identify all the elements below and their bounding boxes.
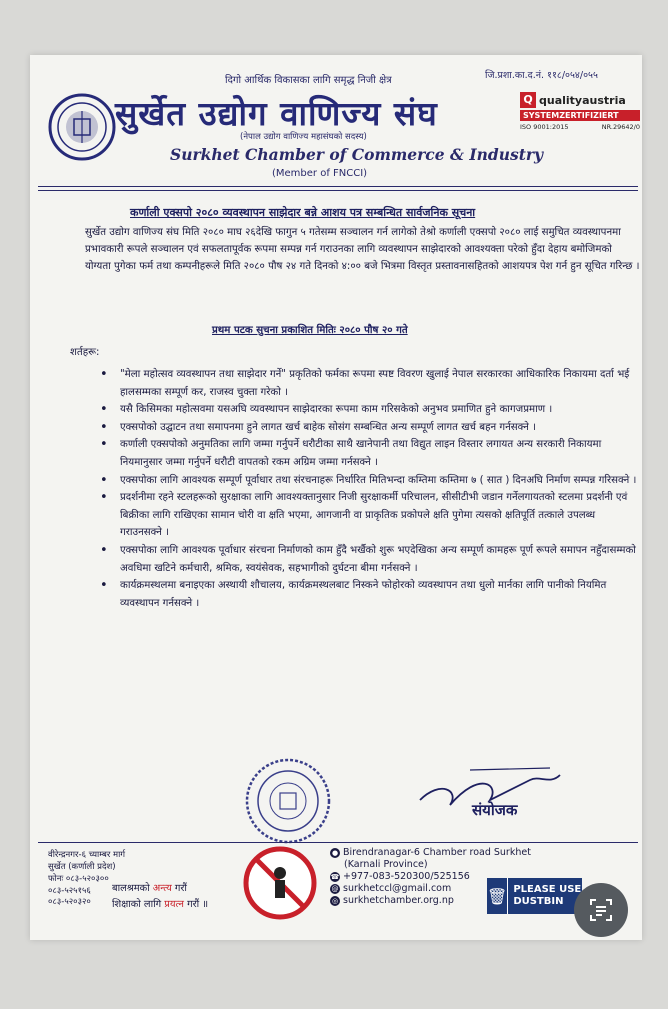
child-labour-slogan xyxy=(112,881,208,913)
slogan-highlight: अन्त्य xyxy=(152,883,172,894)
slogan-highlight: प्रयत्न xyxy=(164,899,184,910)
contact-address: Birendranagar-6 Chamber road Surkhet xyxy=(343,847,531,858)
phone-line: ०८३-५२५१५६ xyxy=(48,885,91,896)
say-no-child-labour-icon xyxy=(240,843,320,923)
conditions-label: शर्तहरू: xyxy=(70,347,100,358)
condition-item: • एक्सपोका लागि आवश्यक सम्पूर्ण पूर्वाधार तथा संरचनाहरू निर्धारित मितिभन्दा कम्तिमा कम्तिमा ७ ( सात ) दिनअघि निर्माण सम्पन्न गरिसक्ने । xyxy=(100,472,640,490)
web-icon: ◎ xyxy=(331,896,339,905)
quality-austria-badge xyxy=(520,92,640,131)
slogan-text: गरौं xyxy=(171,883,187,894)
membership-note: (Member of FNCCI) xyxy=(272,168,368,179)
footer-divider xyxy=(38,842,638,843)
contact-province: (Karnali Province) xyxy=(344,859,428,870)
phone-line: फोनः ०८३-५२०३०० xyxy=(48,874,109,884)
phone-line: ०८३-५२०३२० xyxy=(48,897,91,907)
contact-web: surkhetchamber.org.np xyxy=(343,895,454,906)
organization-title-en: Surkhet Chamber of Commerce & Industry xyxy=(170,145,544,164)
footer-address-np xyxy=(48,850,125,873)
signatory-role: संयोजक xyxy=(472,801,518,819)
quality-label: SYSTEMZERTIFIZIERT xyxy=(520,110,640,121)
dustbin-text: PLEASE USE DUSTBIN xyxy=(513,884,582,907)
condition-item: • प्रदर्शनीमा रहने स्टलहरूको सुरक्षाका लागि आवश्यक्तानुसार निजी सुरक्षाकर्मी परिचालन, सीसीटीभी जडान गर्नेलगायतको स्टलमा प्रदर्शनी एवं बिक्रीका लागि राखिएका सामान चोरी वा क्षति भएमा, आगजानी वा प्राकृतिक प्रकोपले क्षति पुगेमा त्यसको क्षतिपूर्ति तत्काले उपलब्ध गराउनसक्ने । xyxy=(100,489,640,542)
contact-phone: +977-083-520300/525156 xyxy=(343,871,470,882)
notice-title: कर्णाली एक्सपो २०८० व्यवस्थापन साझेदार बन्ने आशय पत्र सम्बन्धित सार्वजनिक सूचना xyxy=(130,206,476,219)
dustbin-icon: 🗑 xyxy=(487,878,508,914)
quality-iso: ISO 9001:2015 xyxy=(520,123,569,131)
slogan-text: शिक्षाको लागि xyxy=(112,899,165,910)
scan-document-button[interactable] xyxy=(574,883,628,937)
footer-phones xyxy=(48,874,109,909)
address-line: वीरेन्द्रनगर-६ च्याम्बर मार्ग xyxy=(48,850,126,860)
quality-brand: qualityaustria xyxy=(539,93,626,107)
publication-date: प्रथम पटक सुचना प्रकाशित मितिः २०८० पौष २० गते xyxy=(212,325,408,336)
chamber-logo-icon xyxy=(48,93,116,161)
condition-item: • एक्सपोको उद्घाटन तथा समापनमा हुने लागत खर्च बाहेक सोसंग सम्बन्धित अन्य सम्पूर्ण लागत खर्च बहन गर्नसक्ने । xyxy=(100,419,640,437)
conditions-list xyxy=(100,366,640,612)
organization-title: सुर्खेत उद्योग वाणिज्य संघ xyxy=(115,94,438,133)
header-divider-thin xyxy=(38,190,638,191)
scan-icon xyxy=(588,897,614,923)
contact-email: surkhetccl@gmail.com xyxy=(343,883,452,894)
use-dustbin-badge xyxy=(487,878,582,914)
condition-item: • कर्णाली एक्सपोको अनुमतिका लागि जम्मा गर्नुपर्ने धरौटीका साथै खानेपानी तथा विद्युत लाइन विस्तार लगायत अन्य सरकारी निकायमा नियमानुसार जम्मा गर्नुपर्ने धरौटी वापतको रकम अग्रिम जम्मा गर्नसक्ने । xyxy=(100,436,640,471)
condition-item: • यसै किसिमका महोत्सवमा यसअघि व्यवस्थापन साझेदारका रूपमा काम गरिसकेको अनुभव प्रमाणित हुने कागजप्रमाण । xyxy=(100,401,640,419)
quality-nr: NR.29642/0 xyxy=(601,123,640,131)
address-line: सुर्खेत (कर्णाली प्रदेश) xyxy=(48,861,116,872)
header-divider xyxy=(38,186,638,187)
quality-q-icon: Q xyxy=(520,92,536,108)
official-stamp-icon xyxy=(244,757,332,845)
tagline: दिगो आर्थिक विकासका लागि समृद्ध निजी क्षेत्र xyxy=(225,75,392,86)
location-icon: ● xyxy=(331,848,339,857)
notice-body: सुर्खेत उद्योग वाणिज्य संघ मिति २०८० माघ २६देखि फागुन ५ गतेसम्म सञ्चालन गर्न लागेको तेश्रो कर्णाली एक्सपो २०८० लाई समुचित व्यवस्थापनमा प्रभावकारी रूपले सञ्चालन एवं सफलतापूर्वक रूपमा सम्पन्न गर्न गराउनका लागि व्यवस्थापन साझेदारको आवश्यक्ता परेको हुँदा देहाय बमोजिमको योग्यता पुगेका फर्म तथा कम्पनीहरूले मिति २०८० पौष २४ गते दिनको ४:०० बजे भित्रमा विस्तृत प्रस्तावनासहितको आशयपत्र पेश गर्न हुन सूचित गरिन्छ । xyxy=(85,227,640,273)
registration-number: जि.प्रशा.का.द.नं. ११८/०५४/०५५ xyxy=(485,70,598,81)
condition-item: • कार्यक्रमस्थलमा बनाइएका अस्थायी शौचालय, कार्यक्रमस्थलबाट निस्कने फोहोरको व्यवस्थापन तथा धुलो मार्नका लागि पानीको नियमित व्यवस्थापन गर्नसक्ने । xyxy=(100,577,640,612)
email-icon: @ xyxy=(331,884,339,893)
organization-subtitle: (नेपाल उद्योग वाणिज्य महासंघको सदस्य) xyxy=(240,132,367,142)
condition-item: • "मेला महोत्सव व्यवस्थापन तथा साझेदार गर्ने" प्रकृतिको फर्मका रूपमा स्पष्ट विवरण खुलाई नेपाल सरकारका आधिकारिक निकायमा दर्ता भई हालसम्मका सम्पूर्ण कर, राजस्व चुक्ता गरेको । xyxy=(100,366,640,401)
condition-item: • एक्सपोका लागि आवश्यक पूर्वाधार संरचना निर्माणको काम हुँदै भर्खैको शुरू भएदेखिका अन्य सम्पूर्ण कामहरू पूर्ण रूपले समापन नहुँदासम्मको अवधिमा खटिने कर्मचारी, श्रमिक, स्वयंसेवक, सहभागीको दुर्घटना बीमा गर्नसक्ने । xyxy=(100,542,640,577)
slogan-text: बालश्रमको xyxy=(112,883,153,894)
phone-icon: ☎ xyxy=(330,872,340,881)
slogan-text: गरौं ॥ xyxy=(184,899,209,910)
